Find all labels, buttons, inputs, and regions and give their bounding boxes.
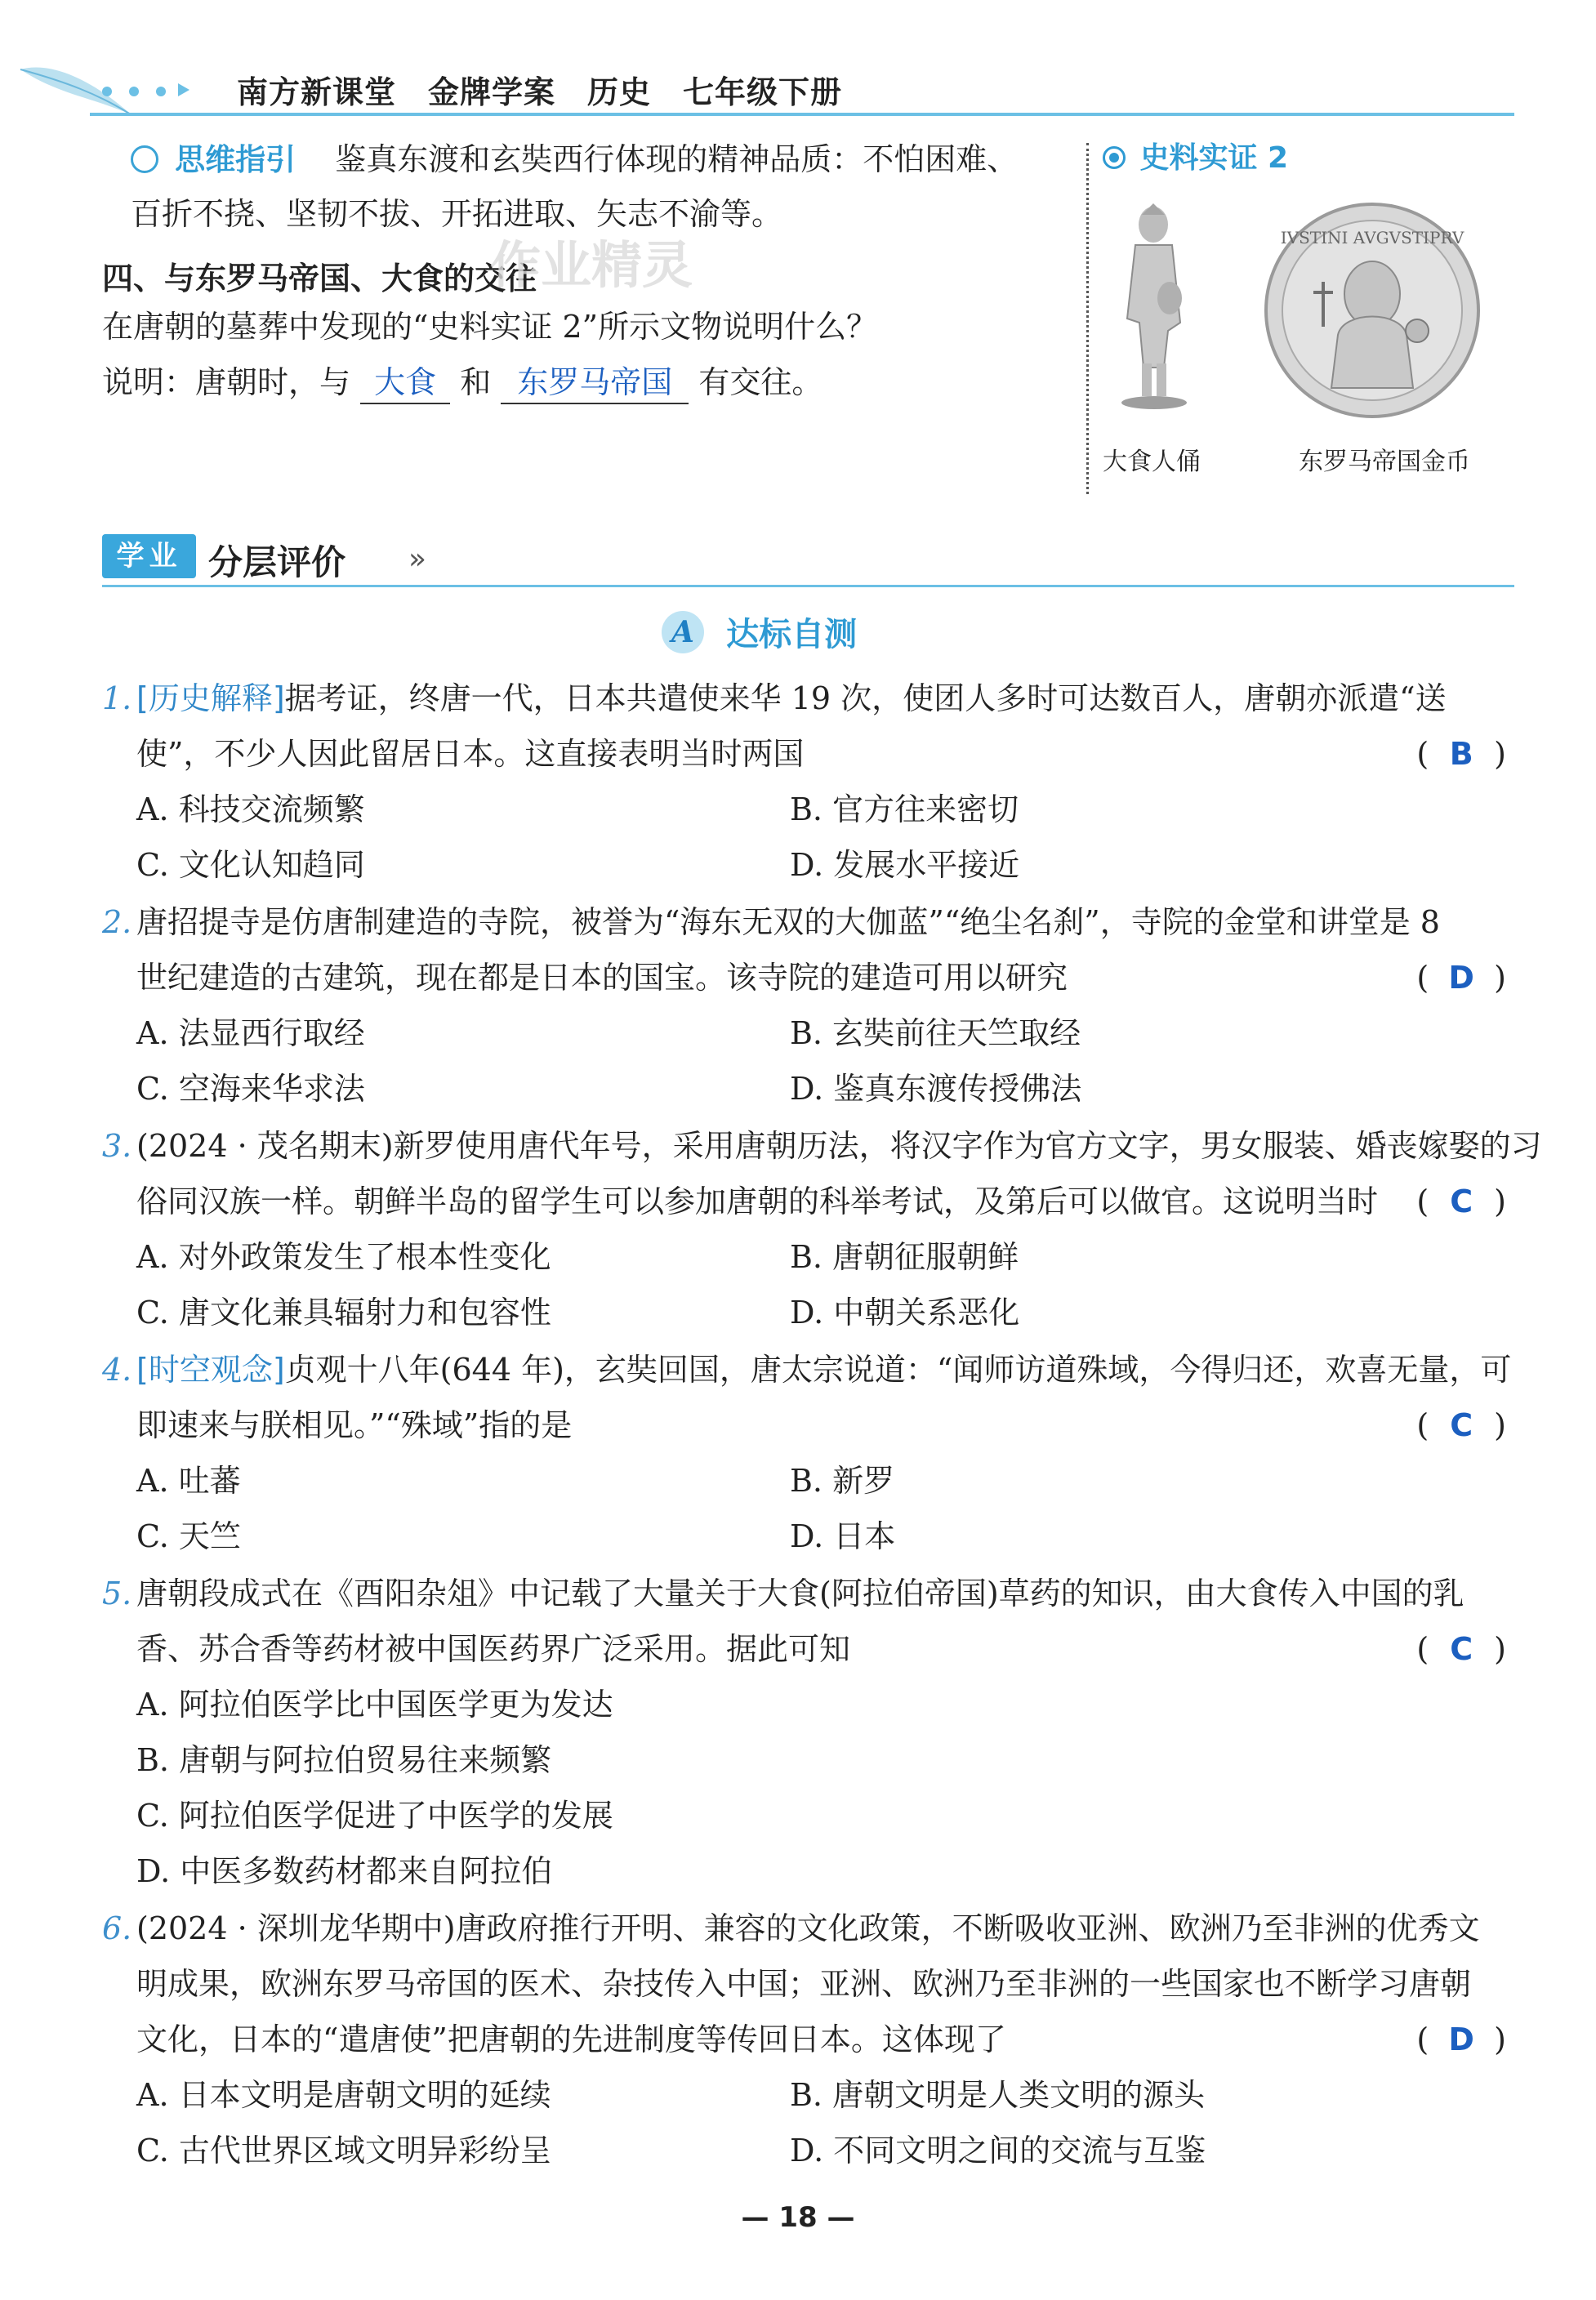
question-text: 据考证，终唐一代，日本共遣使来华 19 次，使团人多时可达数百人，唐朝亦派遣“送 bbox=[284, 680, 1447, 716]
lightbulb-icon bbox=[131, 145, 158, 173]
question-text-line bbox=[136, 957, 1068, 998]
question-text-line bbox=[136, 1181, 1378, 1222]
caption-figurine: 大食人俑 bbox=[1103, 448, 1201, 476]
evidence-divider bbox=[1086, 143, 1089, 494]
answer-letter: B bbox=[1449, 736, 1473, 772]
question-text-line bbox=[102, 902, 1440, 943]
option-a: A. 阿拉伯医学比中国医学更为发达 bbox=[136, 1687, 613, 1723]
subsection-header bbox=[662, 608, 857, 657]
question-text: 唐招提寺是仿唐制建造的寺院，被誉为“海东无双的大伽蓝”“绝尘名刹”，寺院的金堂和讲堂是 8 bbox=[136, 904, 1440, 940]
option-b: B. 唐朝与阿拉伯贸易往来频繁 bbox=[136, 1742, 552, 1778]
answer-letter: D bbox=[1448, 2021, 1474, 2057]
question-text: 明成果，欧洲东罗马帝国的医术、杂技传入中国；亚洲、欧洲乃至非洲的一些国家也不断学习唐朝 bbox=[136, 1966, 1472, 2002]
answer-bracket: ( D ) bbox=[1416, 2019, 1506, 2060]
option-b: B. 新罗 bbox=[790, 1463, 895, 1499]
option-c: C. 空海来华求法 bbox=[136, 1071, 365, 1107]
option-c: C. 文化认知趋同 bbox=[136, 847, 365, 883]
option-a: A. 科技交流频繁 bbox=[136, 791, 365, 827]
option-d: D. 中朝关系恶化 bbox=[790, 1295, 1020, 1331]
option-b: B. 唐朝文明是人类文明的源头 bbox=[790, 2077, 1206, 2113]
thinking-guide bbox=[131, 139, 1078, 234]
question-text: (2024 · 茂名期末)新罗使用唐代年号，采用唐朝历法，将汉字作为官方文字，男女服装、婚丧嫁娶的习 bbox=[136, 1128, 1542, 1164]
sub-letter: A bbox=[662, 611, 704, 653]
section4-question: 在唐朝的墓葬中发现的“史料实证 2”所示文物说明什么？ bbox=[102, 309, 878, 345]
watermark: 作业精灵 bbox=[490, 235, 693, 295]
question-text-line bbox=[102, 1125, 1542, 1166]
coin-image bbox=[1250, 196, 1495, 425]
question-number: 5. bbox=[102, 1576, 132, 1611]
evidence-label: 史料实证 2 bbox=[1139, 141, 1289, 175]
thinking-label: 思维指引 bbox=[175, 142, 296, 177]
option-d: D. 不同文明之间的交流与互鉴 bbox=[790, 2133, 1206, 2169]
question-text: 文化，日本的“遣唐使”把唐朝的先进制度等传回日本。这体现了 bbox=[136, 2021, 1006, 2057]
question-text-line bbox=[136, 1629, 850, 1669]
answer-letter: C bbox=[1450, 1407, 1473, 1443]
option-c: C. 阿拉伯医学促进了中医学的发展 bbox=[136, 1798, 613, 1834]
eval-header bbox=[102, 531, 1514, 588]
option-c: C. 唐文化兼具辐射力和包容性 bbox=[136, 1295, 551, 1331]
evidence-box bbox=[1103, 135, 1527, 494]
answer-bracket: ( C ) bbox=[1416, 1181, 1506, 1222]
option-d: D. 鉴真东渡传授佛法 bbox=[790, 1071, 1082, 1107]
question-text: 贞观十八年(644 年)，玄奘回国，唐太宗说道：“闻师访道殊域，今得归还，欢喜无量，可 bbox=[284, 1352, 1512, 1388]
explain-and: 和 bbox=[460, 364, 492, 400]
question-text-line bbox=[102, 678, 1447, 719]
option-a: A. 吐蕃 bbox=[136, 1463, 241, 1499]
question-text-line bbox=[136, 2019, 1006, 2060]
answer-bracket: ( C ) bbox=[1416, 1629, 1506, 1669]
question-text: 使”，不少人因此留居日本。这直接表明当时两国 bbox=[136, 736, 805, 772]
answer-letter: D bbox=[1448, 960, 1474, 996]
option-b: B. 唐朝征服朝鲜 bbox=[790, 1239, 1019, 1275]
thinking-line1: 鉴真东渡和玄奘西行体现的精神品质：不怕困难、 bbox=[335, 141, 1019, 177]
page-number: — 18 — bbox=[741, 2201, 855, 2234]
question-text-line bbox=[136, 733, 804, 774]
blank-2: 东罗马帝国 bbox=[501, 362, 689, 404]
question-text: 香、苏合香等药材被中国医药界广泛采用。据此可知 bbox=[136, 1631, 851, 1667]
figurine-image bbox=[1103, 200, 1201, 412]
question-text-line bbox=[102, 1573, 1464, 1614]
question-text: 即速来与朕相见。”“殊域”指的是 bbox=[136, 1407, 573, 1443]
blank-1: 大食 bbox=[360, 362, 450, 404]
section4-heading: 四、与东罗马帝国、大食的交往 bbox=[102, 261, 537, 296]
page-header bbox=[0, 49, 1596, 123]
option-a: A. 日本文明是唐朝文明的延续 bbox=[136, 2077, 551, 2113]
question-text: 世纪建造的古建筑，现在都是日本的国宝。该寺院的建造可用以研究 bbox=[136, 960, 1068, 996]
question-text: 俗同汉族一样。朝鲜半岛的留学生可以参加唐朝的科举考试，及第后可以做官。这说明当时 bbox=[136, 1183, 1379, 1219]
section4-explain bbox=[102, 362, 823, 404]
option-b: B. 官方往来密切 bbox=[790, 791, 1019, 827]
question-number: 6. bbox=[102, 1910, 132, 1946]
header-title: 南方新课堂 金牌学案 历史 七年级下册 bbox=[237, 74, 843, 110]
option-a: A. 对外政策发生了根本性变化 bbox=[136, 1239, 551, 1275]
question-text: 唐朝段成式在《酉阳杂俎》中记载了大量关于大食(阿拉伯帝国)草药的知识，由大食传入中国的乳 bbox=[136, 1576, 1464, 1611]
eval-title: 分层评价 bbox=[208, 542, 346, 582]
option-b: B. 玄奘前往天竺取经 bbox=[790, 1015, 1081, 1051]
option-d: D. 中医多数药材都来自阿拉伯 bbox=[136, 1853, 553, 1889]
question-number: 4. bbox=[102, 1352, 132, 1388]
option-d: D. 日本 bbox=[790, 1518, 896, 1554]
eval-arrows: » bbox=[408, 542, 427, 576]
question-number: 1. bbox=[102, 680, 132, 716]
answer-bracket: ( C ) bbox=[1416, 1405, 1506, 1446]
sub-title: 达标自测 bbox=[726, 616, 858, 653]
question-tag: [时空观念] bbox=[136, 1352, 285, 1388]
eval-rule bbox=[102, 585, 1514, 587]
question-number: 2. bbox=[102, 904, 132, 940]
header-dots bbox=[102, 83, 189, 100]
coin-inscription: IVSTINI AVGVSTIPRV bbox=[1280, 228, 1464, 247]
option-c: C. 天竺 bbox=[136, 1518, 241, 1554]
explain-suffix: 有交往。 bbox=[698, 364, 823, 400]
question-text-line bbox=[102, 1908, 1480, 1949]
question-number: 3. bbox=[102, 1128, 132, 1164]
option-d: D. 发展水平接近 bbox=[790, 847, 1020, 883]
explain-prefix: 说明：唐朝时，与 bbox=[102, 364, 351, 400]
answer-bracket: ( D ) bbox=[1416, 957, 1506, 998]
question-text-line bbox=[136, 1963, 1471, 2004]
caption-coin: 东罗马帝国金币 bbox=[1299, 448, 1470, 476]
eval-badge: 学业 bbox=[102, 534, 196, 578]
answer-letter: C bbox=[1450, 1631, 1473, 1667]
question-text-line bbox=[136, 1405, 572, 1446]
question-tag: [历史解释] bbox=[136, 680, 285, 716]
target-icon bbox=[1103, 146, 1126, 169]
answer-letter: C bbox=[1450, 1183, 1473, 1219]
answer-bracket: ( B ) bbox=[1416, 733, 1506, 774]
header-rule bbox=[90, 113, 1514, 116]
option-a: A. 法显西行取经 bbox=[136, 1015, 365, 1051]
question-text: (2024 · 深圳龙华期中)唐政府推行开明、兼容的文化政策，不断吸收亚洲、欧洲乃至非洲的优秀文 bbox=[136, 1910, 1480, 1946]
option-c: C. 古代世界区域文明异彩纷呈 bbox=[136, 2133, 551, 2169]
thinking-line2: 百折不挠、坚韧不拔、开拓进取、矢志不渝等。 bbox=[131, 196, 783, 232]
question-text-line bbox=[102, 1349, 1511, 1390]
